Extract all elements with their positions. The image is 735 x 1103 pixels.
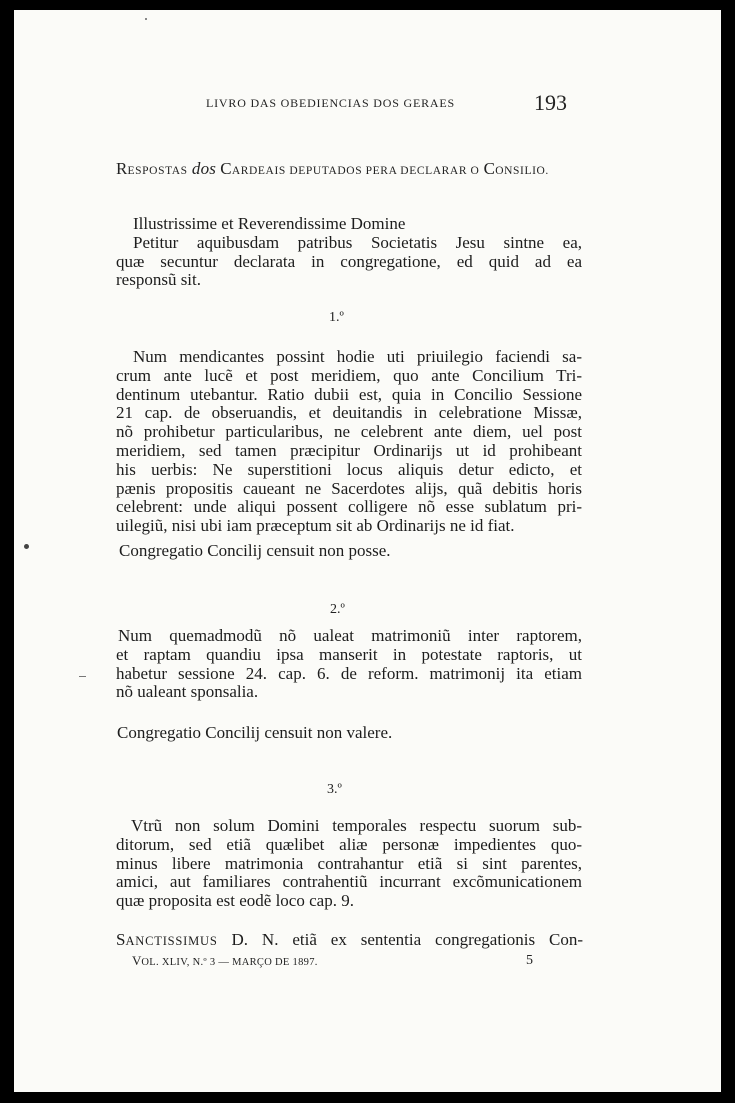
section-3-line: quæ proposita est eodẽ loco cap. 9. xyxy=(116,891,354,911)
intro-line: Petitur aquibusdam patribus Societatis Jesu sintne ea, xyxy=(133,232,582,252)
section-3-line: amici, aut familiares contrahentiũ incurrant excõmunicationem xyxy=(116,872,582,892)
section-1-paragraph xyxy=(116,348,582,536)
section-2-paragraph xyxy=(116,627,582,702)
title-onsilio: ONSILIO. xyxy=(495,165,549,177)
footer-anctissimus: ANCTISSIMUS xyxy=(125,934,218,948)
continuation-line xyxy=(116,930,583,950)
section-2-line: nõ ualeant sponsalia. xyxy=(116,682,259,702)
section-1-line: dentinum utebantur. Ratio dubii est, quia in Concilio Sessione xyxy=(116,384,582,404)
title-initial-c1: C xyxy=(220,159,232,178)
margin-dash xyxy=(79,676,86,677)
signature-mark: 5 xyxy=(526,953,533,968)
page-number: 193 xyxy=(534,90,567,115)
section-1-line: Num mendicantes possint hodie uti priuilegio faciendi sa- xyxy=(133,347,582,366)
section-2-line: Num quemadmodũ nõ ualeat matrimoniũ inter raptorem, xyxy=(118,626,582,645)
section-3-paragraph xyxy=(116,817,582,911)
intro-line: Illustrissime et Reverendissime Domine xyxy=(133,214,406,233)
section-1-line: celebrent: unde aliqui possent colligere nõ esse sublatum pri- xyxy=(116,497,582,517)
margin-dot xyxy=(24,544,29,549)
section-1-line: nõ prohibetur particularibus, ne celebrent ante diem, uel post xyxy=(116,422,582,442)
section-1-response: Congregatio Concilij censuit non posse. xyxy=(119,541,391,560)
volume-line xyxy=(132,953,318,969)
intro-block xyxy=(116,215,582,290)
section-number-1: 1.º xyxy=(329,310,344,325)
section-number-2: 2.º xyxy=(330,602,345,617)
book-page xyxy=(14,10,721,1092)
volume-initial-v: V xyxy=(132,953,142,968)
footer-initial-s: S xyxy=(116,930,126,949)
section-3-line: ditorum, sed etiã quælibet aliæ personæ impedientes quo- xyxy=(116,834,582,854)
section-title xyxy=(116,159,549,179)
section-1-line: his uerbis: Ne superstitioni locus aliquis detur edicto, et xyxy=(116,459,582,479)
section-1-line: uilegiũ, nisi ubi iam præceptum sit ab Ordinarijs ne id fiat. xyxy=(116,516,515,536)
section-3-line: minus libere matrimonia contrahantur etiã si sint parentes, xyxy=(116,853,582,873)
intro-line: quæ secuntur declarata in congregatione, ed quid ad ea xyxy=(116,251,582,271)
section-2-line: habetur sessione 24. cap. 6. de reform. matrimonij ita etiam xyxy=(116,663,582,683)
section-3-line: Vtrũ non solum Domini temporales respectu suorum sub- xyxy=(131,816,582,835)
section-1-line: pænis propositis caueant ne Sacerdotes alijs, quã debitis horis xyxy=(116,478,582,498)
section-1-line: meridiem, sed tamen præcipitur Ordinarijs ut id prohibeant xyxy=(116,440,582,460)
section-1-line: crum ante lucẽ et post meridiem, quo ante Concilium Tri- xyxy=(116,365,582,385)
section-1-line: 21 cap. de obseruandis, et deuitandis in celebratione Missæ, xyxy=(116,403,582,423)
title-ardeais: ARDEAIS DEPUTADOS PERA DECLARAR O xyxy=(231,165,480,177)
title-dos: dos xyxy=(191,159,217,178)
section-number-3: 3.º xyxy=(327,782,342,797)
volume-rest: OL. XLIV, N.º 3 — MARÇO DE 1897. xyxy=(141,957,318,968)
title-espostas: ESPOSTAS xyxy=(127,165,188,177)
section-2-line: et raptam quandiu ipsa manserit in potestate raptoris, ut xyxy=(116,644,582,664)
running-head: LIVRO DAS OBEDIENCIAS DOS GERAES xyxy=(206,96,455,110)
footer-rest: D. N. etiã ex sententia congregationis Con- xyxy=(231,930,583,949)
title-initial-r: R xyxy=(116,159,128,178)
intro-line: responsũ sit. xyxy=(116,270,201,290)
print-speck xyxy=(145,18,147,20)
title-initial-c2: C xyxy=(483,159,496,178)
section-2-response: Congregatio Concilij censuit non valere. xyxy=(117,723,393,742)
